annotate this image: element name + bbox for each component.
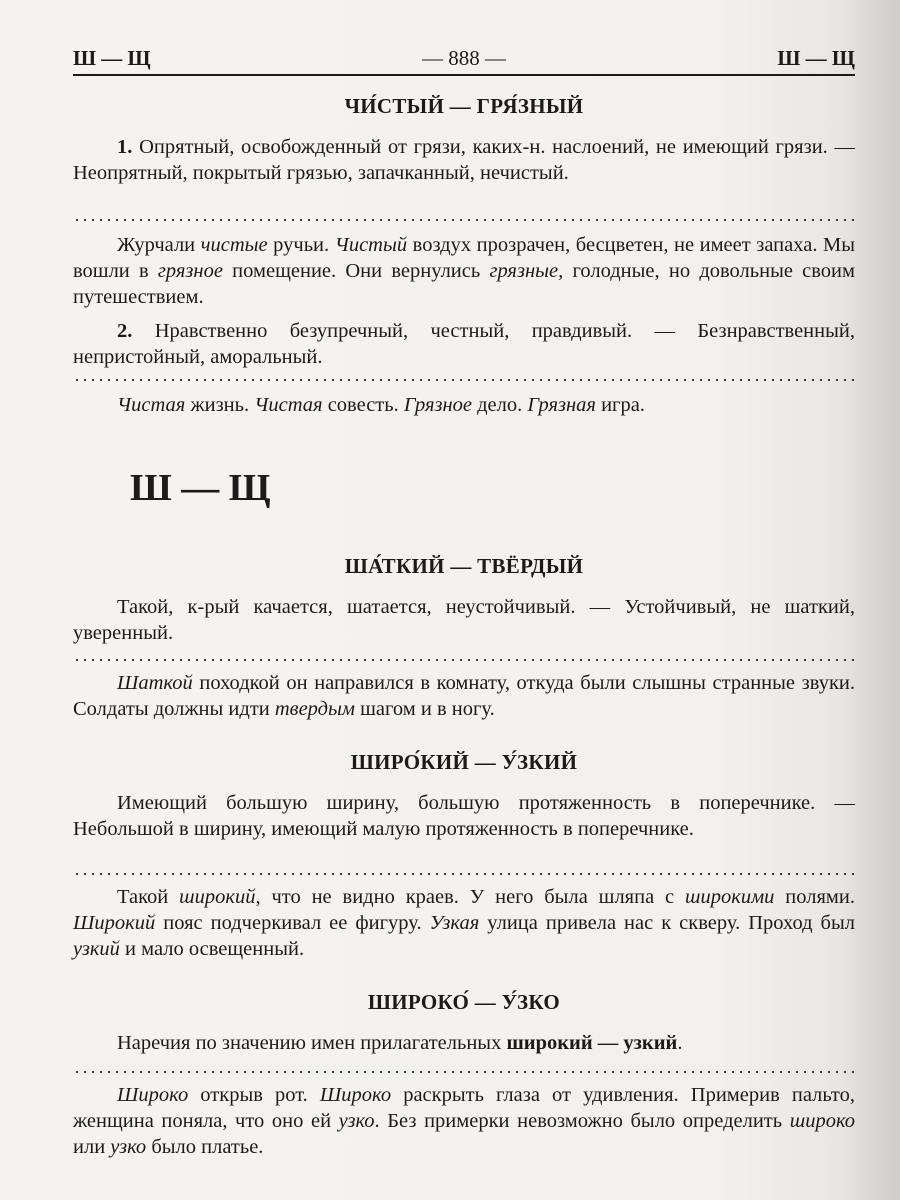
example-italic: широко — [789, 1110, 856, 1132]
example-text: жизнь. — [185, 394, 255, 416]
definition-text: Опрятный, освобожденный от грязи, каких-н. наслоений, не имеющий грязи. — Неопрятный, покрытый грязью, запачканный, нечистый. — [73, 136, 855, 184]
dotted-separator — [73, 1070, 855, 1074]
section-heading: Ш — Щ — [130, 467, 271, 509]
example-text: воздух прозрачен, бесцветен, не имеет запаха. Мы вошли в — [73, 234, 855, 282]
dotted-separator — [73, 218, 855, 222]
header-right-letters: Ш — Щ — [777, 46, 855, 70]
example-italic: узко — [338, 1110, 375, 1132]
sense-number: 2. — [117, 320, 133, 342]
example-italic: Грязная — [527, 394, 596, 416]
dotted-separator — [73, 658, 855, 662]
example-italic: Чистая — [254, 394, 323, 416]
example-text: , что не видно краев. У него была шляпа с — [255, 886, 686, 908]
example-italic: Грязное — [403, 394, 472, 416]
entry-examples — [73, 884, 855, 962]
example-text: походкой он направился в комнату, откуда были слышны странные звуки. Солдаты должны идти — [73, 672, 855, 720]
definition-text: Нравственно безупречный, честный, правдивый. — Безнравственный, непристойный, аморальный. — [73, 320, 855, 368]
example-italic: Широкий — [73, 912, 156, 934]
example-italic: грязные, — [489, 260, 564, 282]
example-italic: твердым — [274, 698, 355, 720]
example-italic: Широко — [117, 1084, 189, 1106]
example-italic: Чистая — [117, 394, 186, 416]
definition-text: . — [677, 1032, 683, 1054]
example-text: . Без примерки невозможно было определить — [374, 1110, 790, 1132]
example-text: и мало освещенный. — [119, 938, 305, 960]
page-number: — 888 — — [422, 46, 506, 70]
entry-definition: Имеющий большую ширину, большую протяженность в поперечнике. — Небольшой в ширину, имеющий малую протяженность в поперечнике. — [73, 792, 855, 840]
example-text: игра. — [595, 394, 645, 416]
example-text: полями. — [774, 886, 855, 908]
example-italic: Узкая — [429, 912, 480, 934]
example-italic: широкий — [179, 886, 256, 908]
running-header — [73, 46, 855, 76]
example-italic: грязное — [157, 260, 223, 282]
example-text: раскрыть глаза от удивления. Примерив пальто, женщина поняла, что оно ей — [73, 1084, 855, 1132]
example-text: дело. — [472, 394, 528, 416]
example-text: Такой — [117, 886, 180, 908]
entry-definition: Такой, к-рый качается, шатается, неустойчивый. — Устойчивый, не шаткий, уверенный. — [73, 596, 855, 644]
example-italic: узко — [110, 1136, 147, 1158]
entry-title-chistyy-gryaznyy: ЧИ́СТЫЙ — ГРЯ́ЗНЫЙ — [344, 94, 584, 118]
example-text: шагом и в ногу. — [355, 698, 495, 720]
example-italic: широкими — [685, 886, 775, 908]
definition-text: Наречия по значению имен прилагательных — [117, 1032, 507, 1054]
example-text: совесть. — [322, 394, 404, 416]
example-text: улица привела нас к скверу. Проход был — [479, 912, 855, 934]
entry-title-shatkiy-tverdyy: ША́ТКИЙ — ТВЁРДЫЙ — [344, 554, 584, 578]
definition-bold: широкий — узкий — [506, 1032, 678, 1054]
example-italic: Шаткой — [117, 672, 193, 694]
dotted-separator — [73, 378, 855, 382]
example-italic: чистые — [200, 234, 268, 256]
example-italic: узкий — [73, 938, 120, 960]
sense-2-definition — [73, 318, 855, 370]
example-text: Журчали — [117, 234, 201, 256]
example-italic: Широко — [319, 1084, 392, 1106]
example-text: помещение. Они вернулись — [222, 260, 490, 282]
sense-1-definition — [73, 134, 855, 186]
sense-2-examples — [73, 392, 855, 418]
example-text: пояс подчеркивал ее фигуру. — [155, 912, 430, 934]
entry-definition — [73, 1030, 855, 1056]
example-text: было платье. — [146, 1136, 264, 1158]
example-text: голодные, но довольные своим путешествием. — [73, 260, 856, 308]
entry-title-shiroko-uzko: ШИРОКО́ — У́ЗКО — [367, 990, 561, 1014]
example-text: ручьи. — [267, 234, 335, 256]
dotted-separator — [73, 872, 855, 876]
example-text: или — [73, 1136, 111, 1158]
example-italic: Чистый — [334, 234, 408, 256]
entry-examples — [73, 1082, 855, 1160]
sense-number: 1. — [117, 136, 133, 158]
header-left-letters: Ш — Щ — [73, 46, 151, 70]
entry-examples — [73, 670, 855, 722]
sense-1-examples — [73, 232, 855, 310]
entry-title-shirokiy-uzkiy: ШИРО́КИЙ — У́ЗКИЙ — [350, 750, 578, 774]
example-text: открыв рот. — [188, 1084, 320, 1106]
